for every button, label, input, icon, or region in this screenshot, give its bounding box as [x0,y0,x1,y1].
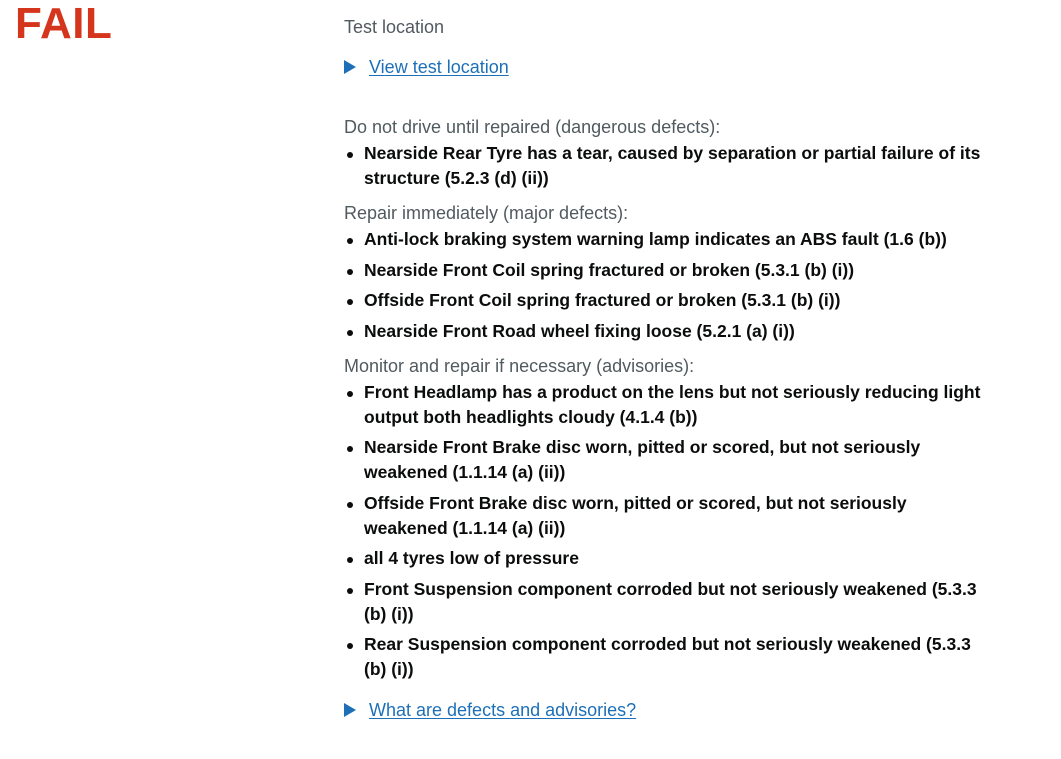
advisories-section [344,354,984,683]
list-item: Rear Suspension component corroded but not seriously weakened (5.3.3 (b) (i)) [344,632,984,682]
view-test-location-toggle[interactable] [344,55,984,79]
triangle-right-icon [344,60,356,74]
defects-help-link[interactable]: What are defects and advisories? [369,700,637,720]
advisories-heading: Monitor and repair if necessary (advisories): [344,355,695,376]
defects-help-toggle[interactable] [344,698,984,722]
list-item: Offside Front Brake disc worn, pitted or scored, but not seriously weakened (1.1.14 (a) (ii)) [344,491,984,541]
list-item: Nearside Front Coil spring fractured or broken (5.3.1 (b) (i)) [344,258,984,283]
advisories-list [344,380,984,683]
major-defects-list [344,227,984,344]
list-item: Nearside Rear Tyre has a tear, caused by separation or partial failure of its structure (5.2.3 (d) (ii)) [344,141,984,191]
view-test-location-link[interactable]: View test location [369,57,509,77]
major-defects-heading: Repair immediately (major defects): [344,203,629,223]
list-item: Front Suspension component corroded but not seriously weakened (5.3.3 (b) (i)) [344,577,984,627]
list-item: Nearside Front Brake disc worn, pitted or scored, but not seriously weakened (1.1.14 (a) (ii)) [344,435,984,485]
dangerous-defects-list [344,141,984,191]
test-location-caption: Test location [344,17,445,37]
triangle-right-icon [344,703,356,717]
dangerous-defects-section [344,115,984,191]
list-item: Anti-lock braking system warning lamp indicates an ABS fault (1.6 (b)) [344,227,984,252]
dangerous-defects-heading: Do not drive until repaired (dangerous defects): [344,117,721,137]
list-item: Offside Front Coil spring fractured or broken (5.3.1 (b) (i)) [344,288,984,313]
list-item: all 4 tyres low of pressure [344,546,984,571]
result-details [344,15,984,722]
list-item: Nearside Front Road wheel fixing loose (5.2.1 (a) (i)) [344,319,984,344]
major-defects-section [344,201,984,344]
list-item: Front Headlamp has a product on the lens but not seriously reducing light output both headlights cloudy (4.1.4 (b)) [344,380,984,430]
result-status: FAIL [15,0,113,48]
